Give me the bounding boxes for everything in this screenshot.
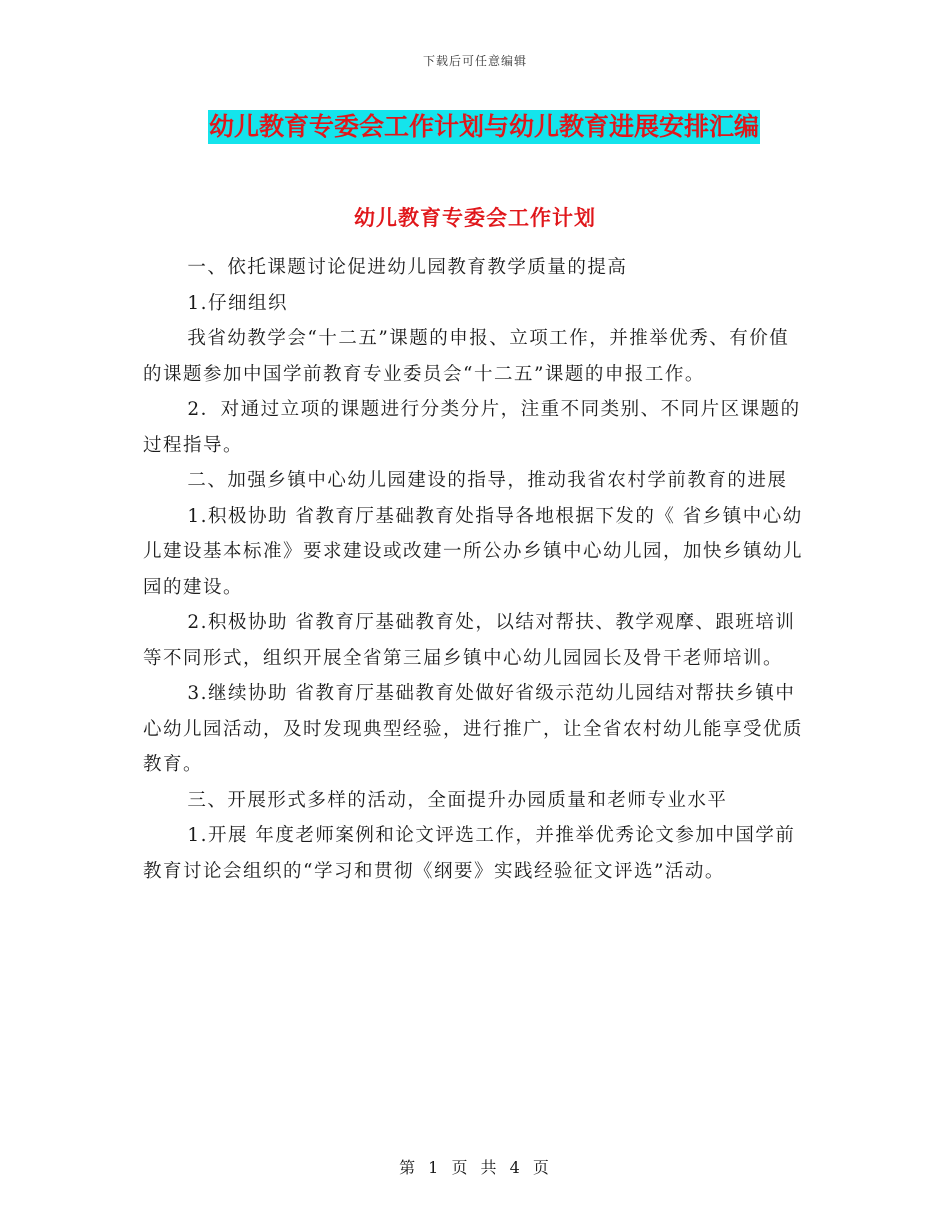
paragraph: 1.开展 年度老师案例和论文评选工作，并推举优秀论文参加中国学前教育讨论会组织的“学习和贯彻《纲要》实践经验征文评选”活动。	[143, 825, 796, 882]
section-title: 幼儿教育专委会工作计划	[354, 206, 596, 230]
paragraph: 我省幼教学会“十二五”课题的申报、立项工作，并推举优秀、有价值的课题参加中国学前教育专业委员会“十二五”课题的申报工作。	[143, 328, 790, 385]
subheading-1-1: 1.仔细组织	[187, 292, 289, 314]
paragraph: 3.继续协助 省教育厅基础教育处做好省级示范幼儿园结对帮扶乡镇中心幼儿园活动，及时发现典型经验，进行推广，让全省农村幼儿能享受优质教育。	[143, 683, 804, 775]
heading-section-3: 三、开展形式多样的活动，全面提升办园质量和老师专业水平	[187, 789, 728, 811]
header-note: 下载后可任意编辑	[422, 54, 527, 68]
paragraph: 1.积极协助 省教育厅基础教育处指导各地根据下发的《 省乡镇中心幼儿建设基本标准》要求建设或改建一所公办乡镇中心幼儿园，加快乡镇幼儿园的建设。	[143, 505, 804, 598]
document-title: 幼儿教育专委会工作计划与幼儿教育进展安排汇编	[208, 110, 760, 144]
paragraph: 2．对通过立项的课题进行分类分片，注重不同类别、不同片区课题的过程指导。	[143, 399, 801, 456]
heading-section-1: 一、依托课题讨论促进幼儿园教育教学质量的提高	[187, 257, 628, 278]
document-body	[143, 250, 808, 889]
page-number-footer: 第 1 页 共 4 页	[399, 1158, 551, 1177]
heading-section-2: 二、加强乡镇中心幼儿园建设的指导，推动我省农村学前教育的进展	[187, 470, 788, 491]
paragraph: 2.积极协助 省教育厅基础教育处，以结对帮扶、教学观摩、跟班培训等不同形式，组织开展全省第三届乡镇中心幼儿园园长及骨干老师培训。	[143, 612, 796, 669]
